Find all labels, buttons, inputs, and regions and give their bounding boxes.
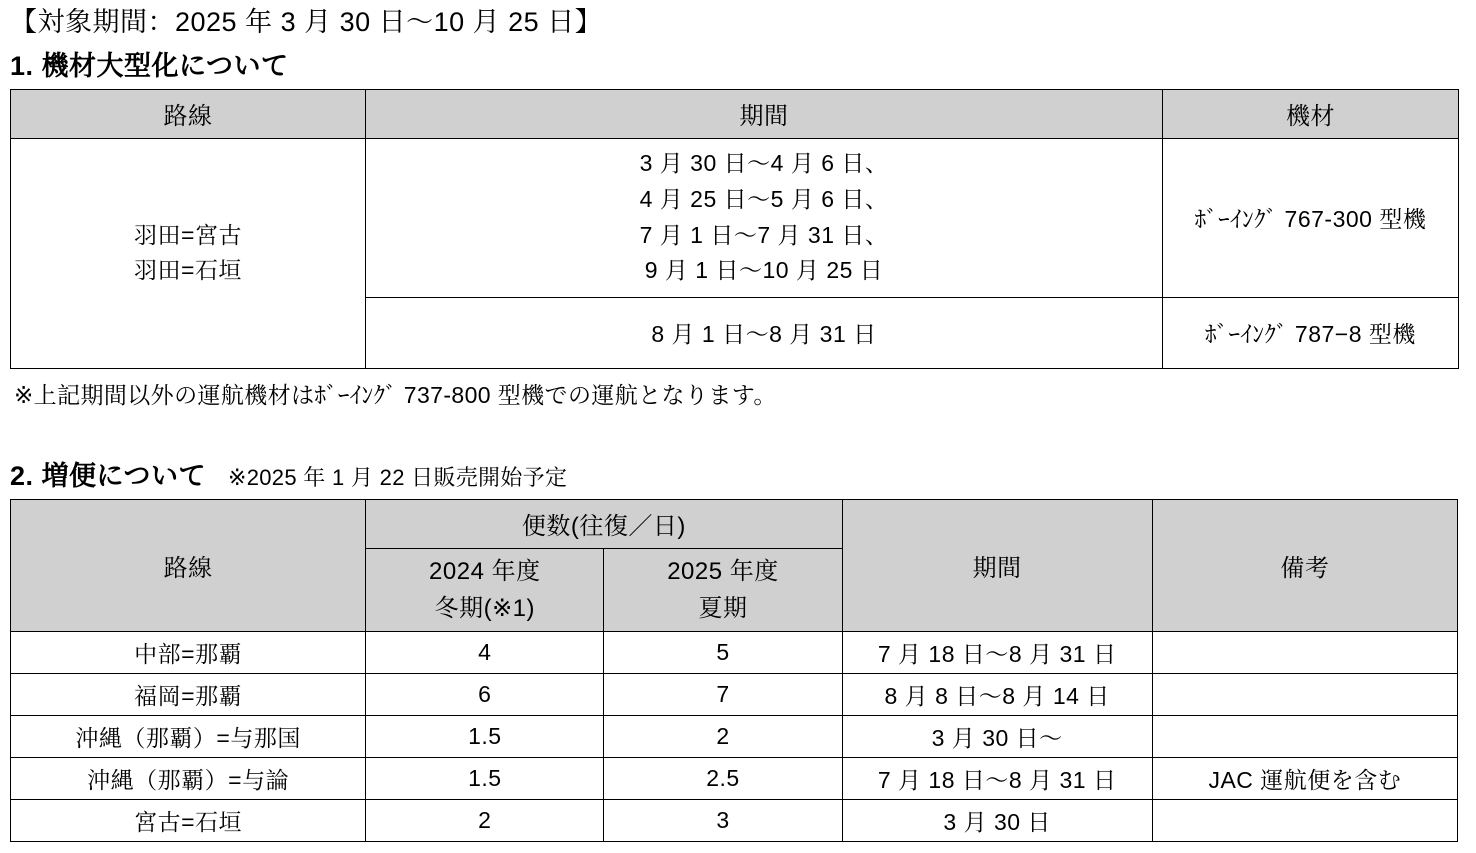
target-period-line: 【対象期間：2025 年 3 月 30 日〜10 月 25 日】 [10,7,603,37]
flights-2024-cell: 2 [366,800,604,842]
header-aircraft: 機材 [1163,89,1459,138]
spacer [10,410,1466,450]
section-1-title: 機材大型化について [41,50,289,81]
period-line: 3 月 30 日〜4 月 6 日、 [639,150,889,177]
period-line: 9 月 1 日〜10 月 25 日 [644,257,884,284]
header-remarks: 備考 [1152,499,1457,631]
period-cell: 8 月 1 日〜8 月 31 日 [366,297,1163,368]
aircraft-cell: ﾎﾞｰｲﾝｸﾞ 787−8 型機 [1163,297,1459,368]
table-header-row [11,89,1459,138]
header-season-2024-line: 冬期(※1) [434,594,536,622]
period-cell: 3 月 30 日 [842,800,1152,842]
aircraft-cell: ﾎﾞｰｲﾝｸﾞ 767-300 型機 [1163,138,1459,297]
flights-2025-cell: 5 [604,632,842,674]
header-route: 路線 [11,89,366,138]
route-line: 羽田=石垣 [134,257,242,284]
period-line: 4 月 25 日〜5 月 6 日、 [639,186,889,213]
flights-2025-cell: 2.5 [604,758,842,800]
section-2-number: 2. [10,460,34,491]
table-row [11,632,1458,674]
route-cell: 宮古=石垣 [11,800,366,842]
flights-2025-cell: 3 [604,800,842,842]
flights-2024-cell: 4 [366,632,604,674]
section-1-heading [10,44,1466,83]
route-line: 羽田=宮古 [134,221,242,248]
flights-2024-cell: 1.5 [366,716,604,758]
period-line: 7 月 1 日〜7 月 31 日、 [639,221,889,248]
header-season-2025 [604,548,842,631]
header-route: 路線 [11,499,366,631]
flights-2025-cell: 2 [604,716,842,758]
section-2-note: ※2025 年 1 月 22 日販売開始予定 [228,464,568,490]
remarks-cell [1152,632,1457,674]
route-cell: 福岡=那覇 [11,674,366,716]
table-row [11,800,1458,842]
remarks-cell [1152,674,1457,716]
route-cell: 沖縄（那覇）=与那国 [11,716,366,758]
route-cell: 沖縄（那覇）=与論 [11,758,366,800]
route-cell: 中部=那覇 [11,632,366,674]
table-row [11,758,1458,800]
remarks-cell: JAC 運航便を含む [1152,758,1457,800]
table-row [11,674,1458,716]
period-cell: 3 月 30 日〜 [842,716,1152,758]
flights-2025-cell: 7 [604,674,842,716]
flights-2024-cell: 1.5 [366,758,604,800]
section-2-title: 増便について [41,460,206,491]
section-2-heading [10,454,1466,493]
header-period: 期間 [366,89,1163,138]
remarks-cell [1152,716,1457,758]
section-1-number: 1. [10,50,34,81]
header-season-2025-line: 夏期 [698,594,748,622]
period-cell: 8 月 8 日〜8 月 14 日 [842,674,1152,716]
period-cell: 7 月 18 日〜8 月 31 日 [842,632,1152,674]
table-row [11,138,1459,297]
remarks-cell [1152,800,1457,842]
period-cell: 7 月 18 日〜8 月 31 日 [842,758,1152,800]
period-cell [366,138,1163,297]
header-period: 期間 [842,499,1152,631]
header-season-2025-line: 2025 年度 [667,557,779,585]
aircraft-upgauge-table [10,89,1459,369]
section-1-footnote: ※上記期間以外の運航機材はﾎﾞｰｲﾝｸﾞ 737-800 型機での運航となります。 [14,381,777,408]
route-cell [11,138,366,368]
header-season-2024 [366,548,604,631]
additional-flights-table [10,499,1458,842]
header-season-2024-line: 2024 年度 [429,557,541,585]
header-flights-group: 便数(往復／日) [366,499,842,548]
flights-2024-cell: 6 [366,674,604,716]
table-header-row [11,499,1458,548]
table-row [11,716,1458,758]
